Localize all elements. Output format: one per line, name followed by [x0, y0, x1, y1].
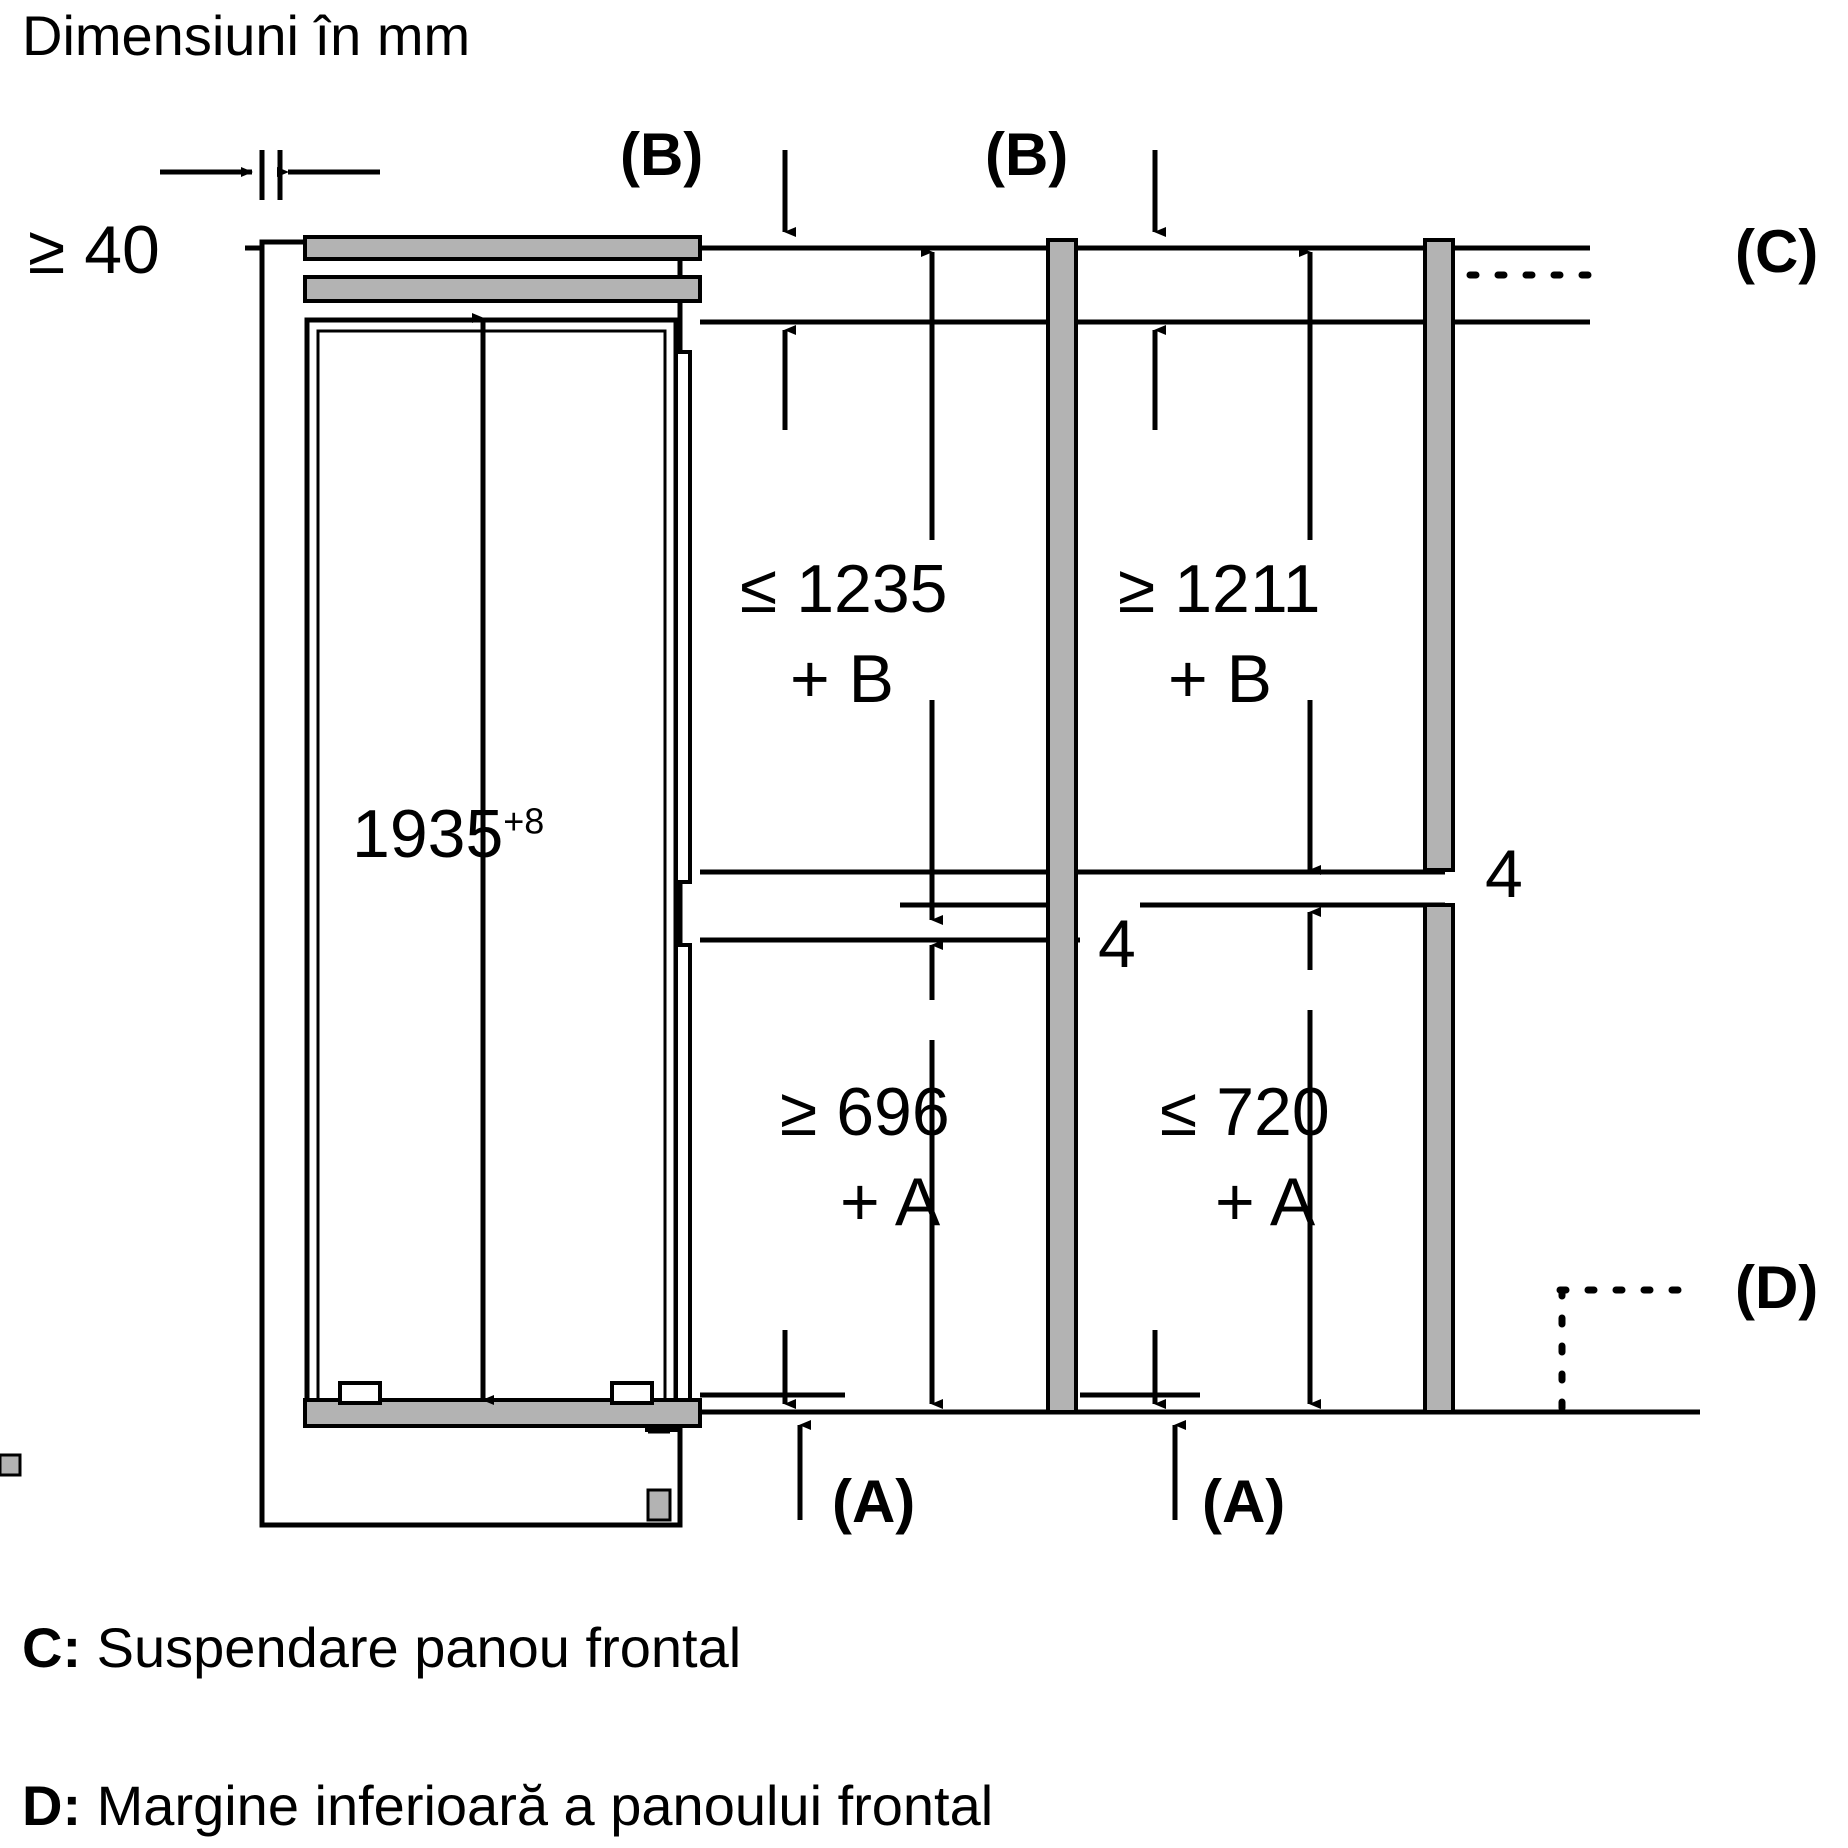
dim-cabinet-height-tolerance: +8 — [503, 800, 545, 842]
marker-c: (C) — [1735, 218, 1819, 285]
dim-cabinet-height-value: 1935 — [352, 796, 504, 872]
page-title: Dimensiuni în mm — [22, 4, 471, 67]
dim-lower-left-a: + A — [840, 1164, 941, 1240]
legend-key-c: C: — [22, 1616, 82, 1679]
marker-b-right: (B) — [985, 121, 1069, 188]
legend-text-c: Suspendare panou frontal — [96, 1616, 742, 1679]
dim-gap-left: 4 — [1098, 906, 1136, 982]
legend-key-d: D: — [22, 1774, 82, 1837]
dim-upper-right: ≥ 1211 — [1118, 551, 1321, 627]
dim-gap-right: 4 — [1485, 836, 1523, 912]
marker-b-left: (B) — [620, 121, 704, 188]
dim-cabinet-height — [352, 796, 545, 872]
dim-upper-right-b: + B — [1168, 641, 1272, 717]
marker-a-left: (A) — [832, 1468, 916, 1535]
legend-text-d: Margine inferioară a panoului frontal — [96, 1774, 994, 1837]
marker-a-right: (A) — [1202, 1468, 1286, 1535]
dim-lower-right: ≤ 720 — [1160, 1074, 1330, 1150]
legend-item-c — [22, 1616, 742, 1679]
dim-lower-right-a: + A — [1215, 1164, 1316, 1240]
marker-d: (D) — [1735, 1254, 1819, 1321]
dim-lower-left: ≥ 696 — [780, 1074, 950, 1150]
dim-top-gap: ≥ 40 — [28, 212, 160, 288]
legend-item-d — [22, 1774, 994, 1837]
dim-upper-left: ≤ 1235 — [740, 551, 948, 627]
dim-upper-left-b: + B — [790, 641, 894, 717]
